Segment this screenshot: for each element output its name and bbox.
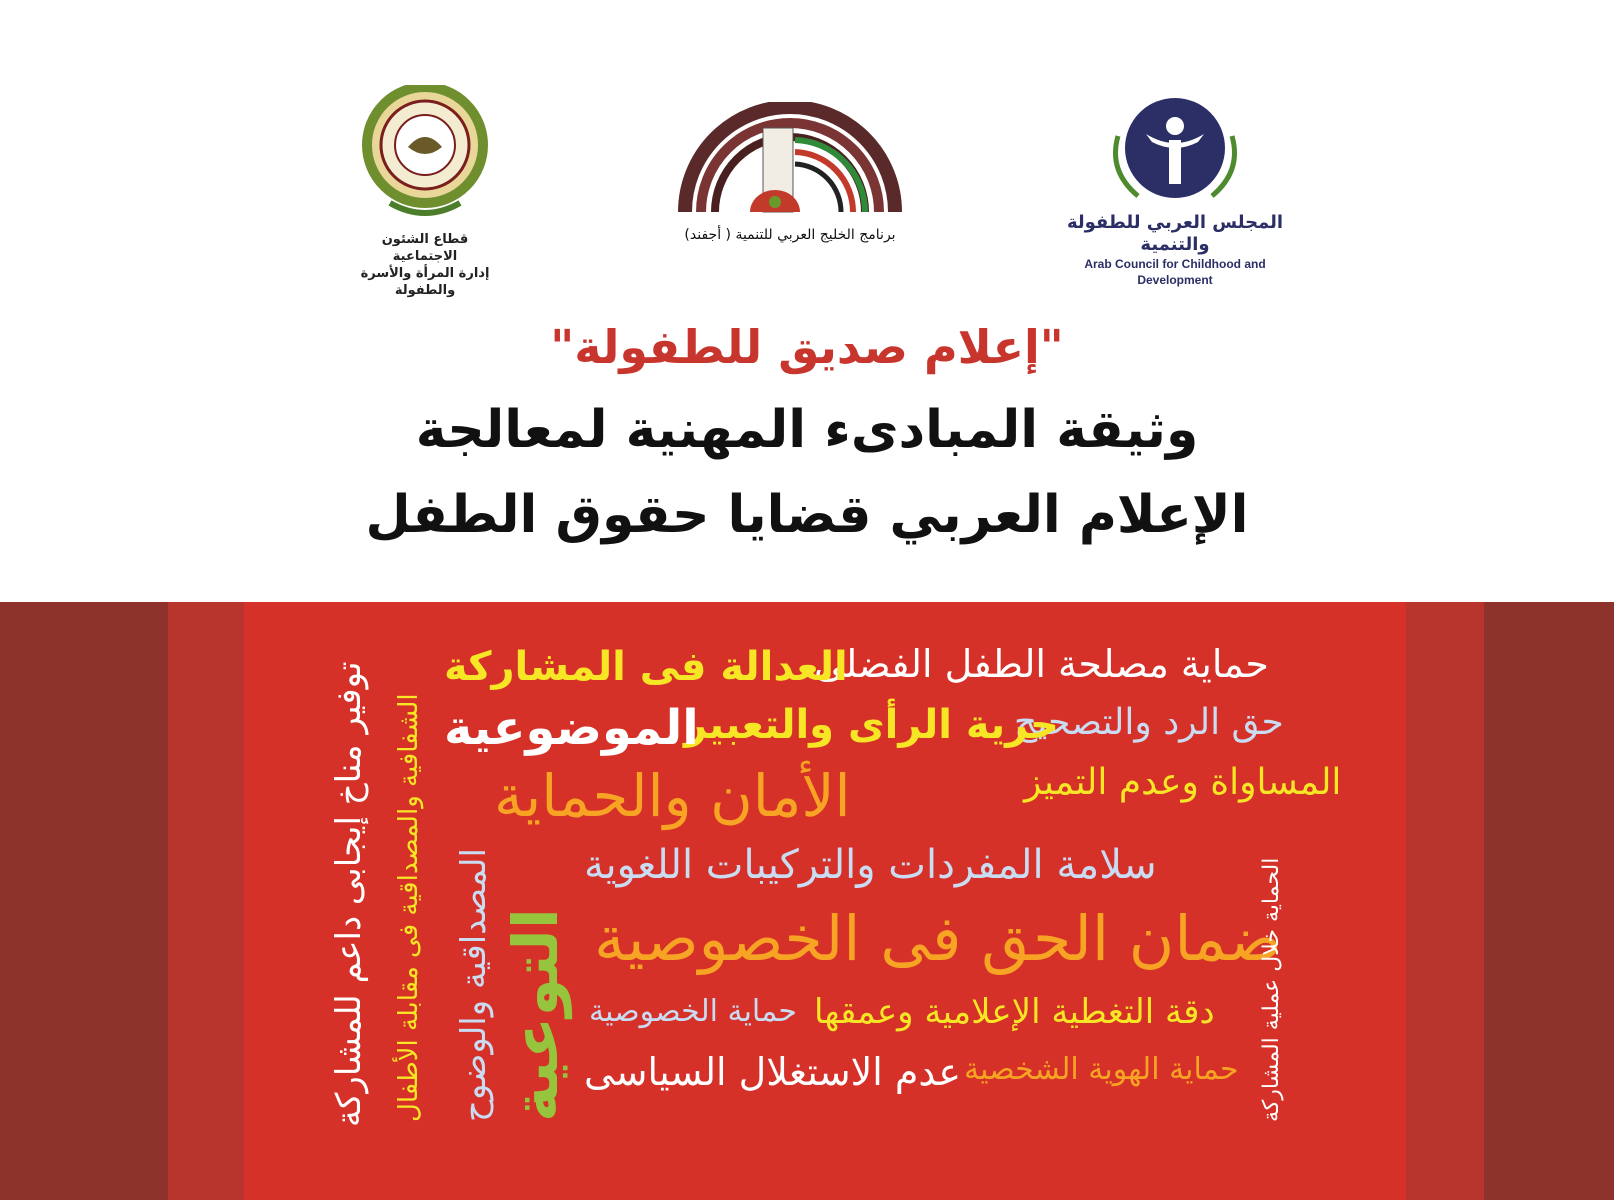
arab-council-logo bbox=[1060, 96, 1290, 288]
word-fairness-participation: العدالة فى المشاركة bbox=[444, 644, 848, 690]
word-equality: المساواة وعدم التميز bbox=[1024, 762, 1342, 803]
word-positive-climate: توفير مناخ إيجابى داعم للمشاركة bbox=[329, 661, 369, 1127]
word-child-best-interest: حماية مصلحة الطفل الفضلى bbox=[814, 642, 1269, 686]
agfund-logo bbox=[655, 102, 925, 244]
arab-league-emblem-icon bbox=[350, 85, 500, 225]
word-privacy-protection: حماية الخصوصية bbox=[589, 994, 797, 1029]
arab-council-caption-en: Arab Council for Childhood and Development bbox=[1084, 257, 1266, 287]
word-safety-protection: الأمان والحماية bbox=[494, 762, 851, 830]
agfund-rainbow-icon bbox=[655, 102, 925, 222]
word-language-integrity: سلامة المفردات والتركيبات اللغوية bbox=[584, 842, 1157, 888]
word-objectivity: الموضوعية bbox=[444, 700, 699, 756]
arab-council-emblem-icon bbox=[1060, 96, 1290, 208]
arab-league-logo bbox=[350, 85, 500, 299]
agfund-caption: برنامج الخليج العربي للتنمية ( أجفند) bbox=[684, 227, 896, 243]
bottom-band-core bbox=[244, 602, 1406, 1200]
title-line-2: وثيقة المبادىء المهنية لمعالجة bbox=[415, 400, 1199, 460]
word-protection-during-participation: الحماية خلال عملية المشاركة bbox=[1259, 857, 1284, 1122]
word-awareness: التوعية bbox=[499, 908, 572, 1122]
word-transparency: الشفافية والمصداقية فى مقابلة الأطفال bbox=[394, 693, 424, 1122]
arab-league-caption-2: إدارة المرأة والأسرة والطفولة bbox=[360, 266, 490, 298]
title-line-3: الإعلام العربي قضايا حقوق الطفل bbox=[365, 485, 1249, 545]
word-credibility: المصداقية والوضوح bbox=[454, 848, 494, 1122]
title-line-1: "إعلام صديق للطفولة" bbox=[550, 320, 1064, 374]
arab-league-caption-1: قطاع الشئون الاجتماعية bbox=[381, 232, 469, 264]
word-no-political-exploitation: عدم الاستغلال السياسى bbox=[584, 1050, 962, 1094]
word-freedom-expression: حرية الرأى والتعبير bbox=[684, 702, 1059, 748]
arab-council-caption-ar: المجلس العربي للطفولة والتنمية bbox=[1066, 212, 1284, 255]
word-privacy-guarantee: ضمان الحق فى الخصوصية bbox=[594, 902, 1282, 975]
word-coverage-accuracy: دقة التغطية الإعلامية وعمقها bbox=[814, 992, 1215, 1032]
word-identity-protection: حماية الهوية الشخصية bbox=[964, 1052, 1239, 1087]
word-right-of-reply: حق الرد والتصحيح bbox=[1014, 702, 1284, 743]
